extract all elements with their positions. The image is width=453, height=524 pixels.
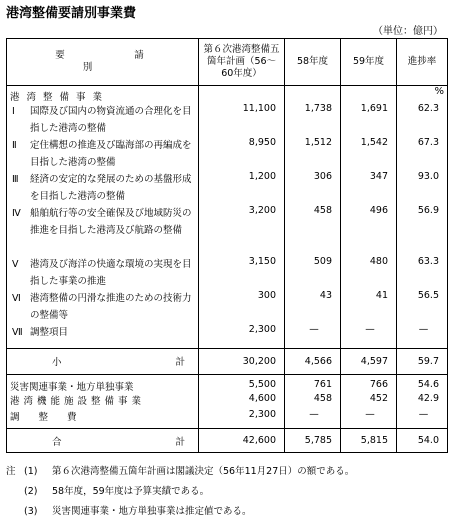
other-item-label: 災害関連事業・地方単独事業 (7, 374, 199, 393)
rate-cell: 62.3 (417, 103, 439, 114)
plan-cell: 30,200 (199, 348, 285, 374)
rate-cell: — (418, 324, 429, 335)
plan-cell: 3,200 (199, 205, 285, 256)
fy59-cell: 4,597 (341, 348, 397, 374)
plan-cell: 8,950 (199, 137, 285, 171)
plan-cell: 42,600 (199, 429, 285, 453)
header-category: 要 請 別 (7, 39, 199, 86)
plan-cell: 2,300 (199, 324, 285, 348)
header-fy58: 58年度 (285, 39, 341, 86)
fy58-cell: 509 (285, 256, 341, 290)
fy59-cell: 1,542 (341, 137, 397, 171)
other-item-label: 調 整 費 (7, 409, 199, 429)
fy59-cell: 452 (341, 393, 397, 409)
fy58-cell: 43 (285, 290, 341, 324)
header-progress: 進捗率 (397, 39, 448, 86)
item-label: 定住構想の推進及び臨海部の再編成を目指した港湾の整備 (30, 140, 192, 168)
plan-cell: 4,600 (199, 393, 285, 409)
fy58-cell: 4,566 (285, 348, 341, 374)
plan-cell: 2,300 (199, 409, 285, 429)
footnote: (3) 災害関連事業・地方単独事業は推定値である。 (24, 506, 252, 517)
fy59-cell: 347 (341, 171, 397, 205)
fy58-cell: 5,785 (285, 429, 341, 453)
fy59-cell: — (341, 409, 397, 429)
footnotes (6, 462, 354, 522)
item-label: 船舶航行等の安全確保及び地域防災の推進を目指した港湾及び航路の整備 (30, 208, 192, 236)
fy58-cell: 1,738 (285, 103, 341, 137)
rate-cell: 54.6 (397, 374, 448, 393)
fy59-cell: 496 (341, 205, 397, 256)
rate-cell: 93.0 (417, 171, 439, 182)
rate-cell: 56.5 (417, 290, 439, 301)
rate-cell: 63.3 (417, 256, 439, 267)
rate-cell: 42.9 (417, 392, 439, 404)
rate-cell: 54.0 (397, 429, 448, 453)
plan-cell: 1,200 (199, 171, 285, 205)
header-plan: 第６次港湾整備五箇年計画（56〜60年度） (199, 39, 285, 86)
fy59-cell: 5,815 (341, 429, 397, 453)
table-row: Ⅲ 経済の安定的な発展のための基盤形成を目指した港湾の整備 1,200 306 347 93.0 (7, 171, 448, 205)
table-row: Ⅱ 定住構想の推進及び臨海部の再編成を目指した港湾の整備 8,950 1,512 1,542 67.3 (7, 137, 448, 171)
fy59-cell: 41 (341, 290, 397, 324)
footnote: (2) 58年度，59年度は予算実績である。 (24, 486, 210, 497)
rate-cell: 56.9 (417, 205, 439, 216)
table-row: Ⅶ 調整項目 2,300 — — — (7, 324, 448, 348)
footnote: 注 (1) 第６次港湾整備五箇年計画は閣議決定（56年11月27日）の額である。 (6, 466, 355, 477)
plan-cell: 5,500 (199, 374, 285, 393)
fy58-cell: 306 (285, 171, 341, 205)
item-label: 経済の安定的な発展のための基盤形成を目指した港湾の整備 (30, 174, 192, 202)
fy58-cell: — (285, 324, 341, 348)
fy58-cell: 1,512 (285, 137, 341, 171)
table-row (7, 409, 448, 429)
rate-cell: 67.3 (417, 137, 439, 148)
page-title: 港湾整備要請別事業費 (6, 6, 137, 21)
table-row: Ⅵ 港湾整備の円滑な推進のための技術力の整備等 300 43 41 56.5 (7, 290, 448, 324)
plan-cell: 11,100 (199, 103, 285, 137)
item-label: 国際及び国内の物資流通の合理化を目指した港湾の整備 (30, 106, 192, 134)
table-row: Ⅳ 船舶航行等の安全確保及び地域防災の推進を目指した港湾及び航路の整備 3,200 458 496 56.9 (7, 205, 448, 256)
subtotal-row: 小 計 30,200 4,566 4,597 59.7 (7, 348, 448, 374)
other-item-label: 港湾機能施設整備事業 (7, 393, 199, 409)
section-row (7, 86, 448, 104)
percent-sign: % (434, 86, 444, 97)
item-label: 港湾及び海洋の快適な環境の実現を目指した事業の推進 (30, 259, 192, 287)
item-label: 港湾整備の円滑な推進のための技術力の整備等 (30, 293, 192, 321)
fy58-cell: 458 (285, 393, 341, 409)
fy59-cell: 1,691 (341, 103, 397, 137)
header-fy59: 59年度 (341, 39, 397, 86)
fy59-cell: — (341, 324, 397, 348)
rate-cell: — (418, 408, 429, 420)
plan-cell: 3,150 (199, 256, 285, 290)
fy59-cell: 480 (341, 256, 397, 290)
total-row: 合 計 42,600 5,785 5,815 54.0 (7, 429, 448, 453)
table-row (7, 374, 448, 393)
table-row (7, 393, 448, 409)
unit-label: （単位：億円） (373, 26, 443, 37)
table-row: Ⅴ 港湾及び海洋の快適な環境の実現を目指した事業の推進 3,150 509 480 63.3 (7, 256, 448, 290)
table-row: Ⅰ 国際及び国内の物資流通の合理化を目指した港湾の整備 11,100 1,738 1,691 62.3 (7, 103, 448, 137)
fy58-cell: — (285, 409, 341, 429)
plan-cell: 300 (199, 290, 285, 324)
fy58-cell: 458 (285, 205, 341, 256)
rate-cell: 59.7 (397, 348, 448, 374)
section-label: 港湾整備事業 (10, 92, 110, 103)
table-header-row (7, 39, 448, 86)
fy58-cell: 761 (285, 374, 341, 393)
project-cost-table (6, 38, 448, 453)
fy59-cell: 766 (341, 374, 397, 393)
item-label: 調整項目 (30, 327, 69, 338)
